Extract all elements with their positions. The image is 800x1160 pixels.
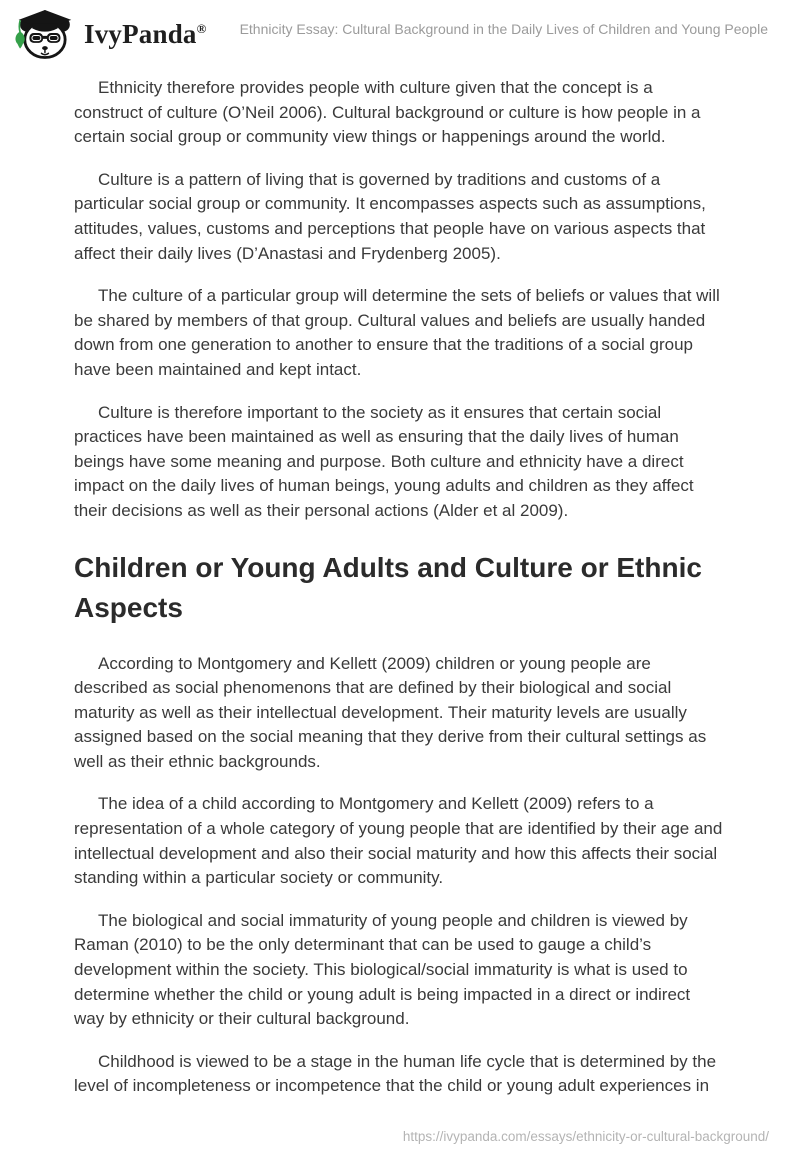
essay-paragraph: The biological and social immaturity of young people and children is viewed by Raman (2010) to be the only determinant that can be used to gauge a child’s development within the society. This biological/social immaturity is what is used to determine whether the child or young adult is being impacted in a direct or indirect way by ethnicity or their cultural background. [74,910,691,1029]
essay-content [0,58,800,1099]
essay-paragraph: Childhood is viewed to be a stage in the human life cycle that is determined by the level of incompleteness or incompetence that the child or young adult experiences in [74,1051,717,1096]
source-url: https://ivypanda.com/essays/ethnicity-or-cultural-background/ [402,1129,769,1144]
essay-paragraph: The culture of a particular group will determine the sets of beliefs or values that will be shared by members of that group. Cultural values and beliefs are usually handed down from one generation to another to ensure that the traditions of a social group have been maintained and kept intact. [74,286,720,379]
registered-trademark-symbol: ® [196,20,207,36]
page-header [0,0,800,58]
panda-graduate-icon [13,8,75,60]
essay-paragraph: Ethnicity therefore provides people with culture given that the concept is a construct of culture (O’Neil 2006). Cultural background or culture is how people in a certain social group or community view things or happenings around the world. [74,78,701,147]
section-heading: Children or Young Adults and Culture or Ethnic Aspects [74,551,702,623]
essay-paragraph: The idea of a child according to Montgomery and Kellett (2009) refers to a representation of a whole category of young people that are identified by their age and intellectual development and also their social maturity and how this affects their social standing within a particular society or community. [74,794,723,888]
document-header-title: Ethnicity Essay: Cultural Background in the Daily Lives of Children and Young People [239,21,768,37]
brand-wordmark [84,9,206,59]
page-footer [403,1128,769,1146]
essay-paragraph: Culture is therefore important to the society as it ensures that certain social practices have been maintained as well as ensuring that the daily lives of human beings have some meaning and purpose. Both culture and ethnicity have a direct impact on the daily lives of human beings, young adults and children as they affect their decisions as well as their personal actions (Alder et al 2009). [74,402,694,520]
essay-paragraph: Culture is a pattern of living that is governed by traditions and customs of a particular social group or community. It encompasses aspects such as assumptions, attitudes, values, customs and perceptions that people have on various aspects that affect their daily lives (D’Anastasi and Frydenberg 2005). [74,169,706,263]
essay-paragraph: According to Montgomery and Kellett (2009) children or young people are described as social phenomenons that are defined by their biological and social maturity as well as their intellectual development. Their maturity levels are usually assigned based on the social meaning that they derive from their cultural settings as well as their ethnic backgrounds. [74,653,707,771]
ivypanda-logo [13,8,206,60]
brand-name: IvyPanda [84,19,197,49]
